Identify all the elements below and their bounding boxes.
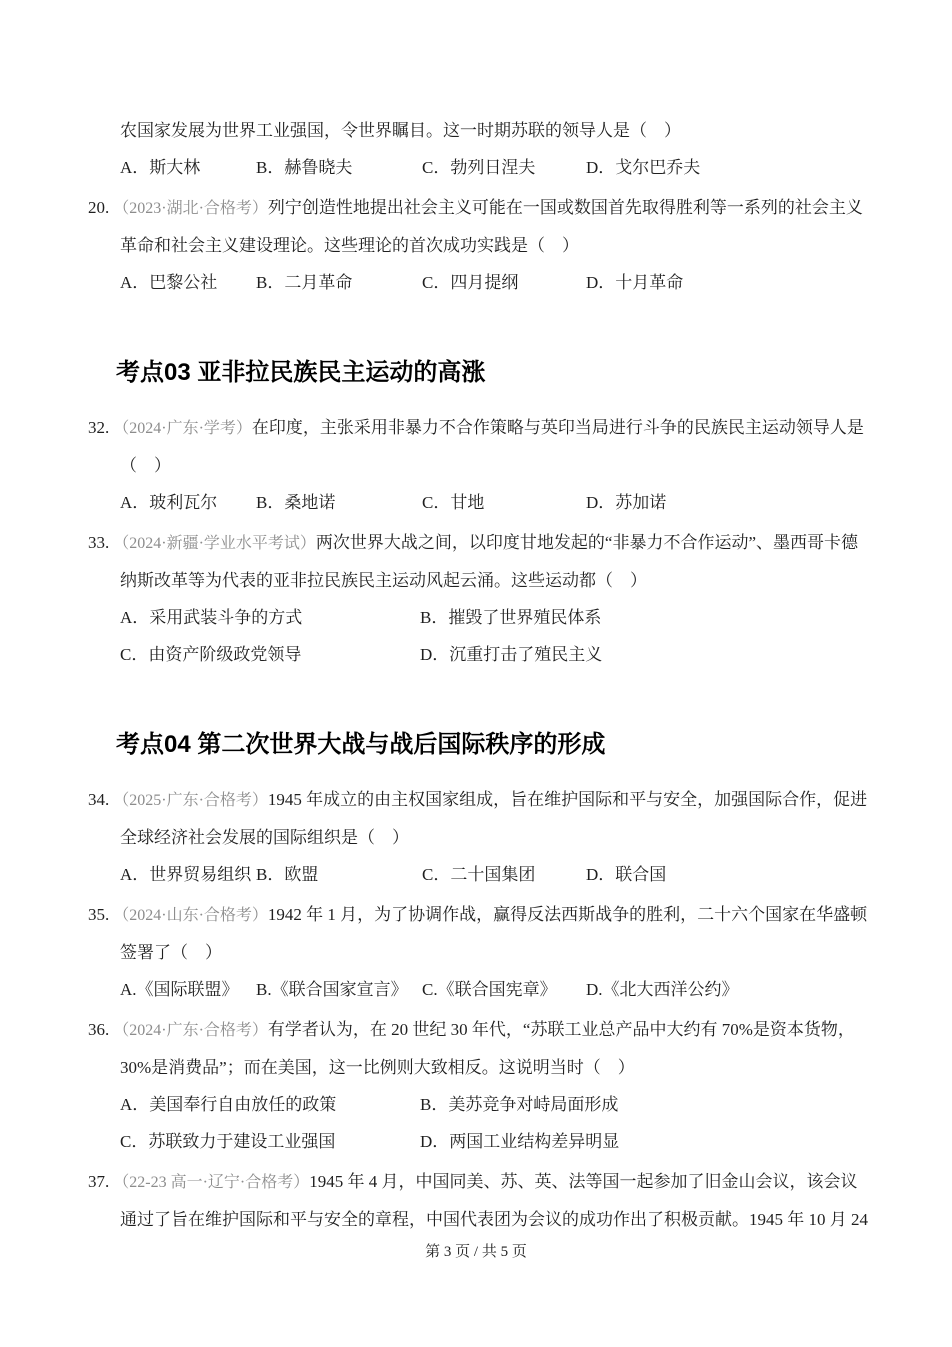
options-row xyxy=(88,856,874,893)
option-c: C．二十国集团 xyxy=(422,865,536,884)
options-row xyxy=(88,971,874,1008)
question-35 xyxy=(88,896,874,1008)
section-heading-03: 考点03 亚非拉民族民主运动的高涨 xyxy=(116,359,486,386)
question-number: 20. xyxy=(88,198,110,217)
option-a: A.《国际联盟》 xyxy=(120,980,239,999)
question-33 xyxy=(88,524,874,673)
option-b: B．美苏竞争对峙局面形成 xyxy=(420,1095,619,1114)
option-d: D．苏加诺 xyxy=(586,493,667,512)
question-text: 1945 年成立的由主权国家组成，旨在维护国际和平与安全，加强国际合作，促进全球经济社会发展的国际组织是（ ） xyxy=(120,790,868,847)
option-a: A．巴黎公社 xyxy=(120,273,218,292)
options-grid xyxy=(88,1086,874,1160)
option-d: D．戈尔巴乔夫 xyxy=(586,158,701,177)
option-b: B．摧毁了世界殖民体系 xyxy=(420,608,602,627)
option-d: D．十月革命 xyxy=(586,273,684,292)
question-34 xyxy=(88,781,874,893)
option-d: D．联合国 xyxy=(586,865,667,884)
question-number: 34. xyxy=(88,790,110,809)
option-c: C．甘地 xyxy=(422,493,485,512)
question-source: （22-23 高一·辽宁·合格考） xyxy=(113,1174,310,1191)
question-stem xyxy=(88,189,874,264)
option-c: C．勃列日涅夫 xyxy=(422,158,536,177)
page-footer: 第 3 页 / 共 5 页 xyxy=(425,1244,527,1260)
question-stem xyxy=(88,896,874,971)
option-a: A．世界贸易组织 xyxy=(120,865,252,884)
question-text: 列宁创造性地提出社会主义可能在一国或数国首先取得胜利等一系列的社会主义革命和社会主义建设理论。这些理论的首次成功实践是（ ） xyxy=(120,198,863,255)
option-a: A．玻利瓦尔 xyxy=(120,493,218,512)
option-b: B.《联合国家宣言》 xyxy=(256,980,408,999)
question-source: （2023·湖北·合格考） xyxy=(113,200,268,217)
question-text: 在印度，主张采用非暴力不合作策略与英印当局进行斗争的民族民主运动领导人是（ ） xyxy=(120,418,864,475)
question-text: 有学者认为，在 20 世纪 30 年代，“苏联工业总产品中大约有 70%是资本货物，30%是消费品”；而在美国，这一比例则大致相反。这说明当时（ ） xyxy=(120,1020,855,1077)
document-body xyxy=(88,112,874,1241)
question-fragment xyxy=(88,112,874,186)
question-text: 农国家发展为世界工业强国，令世界瞩目。这一时期苏联的领导人是（ ） xyxy=(120,121,681,140)
options-row xyxy=(88,264,874,301)
question-stem xyxy=(88,1163,874,1238)
question-source: （2024·山东·合格考） xyxy=(113,907,268,924)
option-b: B．二月革命 xyxy=(256,273,353,292)
option-d: D.《北大西洋公约》 xyxy=(586,980,739,999)
question-number: 36. xyxy=(88,1020,110,1039)
option-a: A．斯大林 xyxy=(120,158,201,177)
option-a: A．美国奉行自由放任的政策 xyxy=(120,1095,337,1114)
question-32 xyxy=(88,409,874,521)
question-source: （2024·广东·学考） xyxy=(113,420,252,437)
question-number: 35. xyxy=(88,905,110,924)
options-row xyxy=(88,484,874,521)
question-text: 1945 年 4 月，中国同美、苏、英、法等国一起参加了旧金山会议，该会议通过了旨在维护国际和平与安全的章程，中国代表团为会议的成功作出了积极贡献。1945 年 10 月 24 xyxy=(120,1172,868,1229)
question-20 xyxy=(88,189,874,301)
question-36 xyxy=(88,1011,874,1160)
option-c: C．苏联致力于建设工业强国 xyxy=(120,1132,336,1151)
question-stem xyxy=(88,524,874,599)
question-source: （2024·广东·合格考） xyxy=(113,1022,268,1039)
question-number: 33. xyxy=(88,533,110,552)
question-stem xyxy=(88,781,874,856)
option-c: C.《联合国宪章》 xyxy=(422,980,557,999)
question-text: 1942 年 1 月，为了协调作战，赢得反法西斯战争的胜利，二十六个国家在华盛顿签署了（ ） xyxy=(120,905,868,962)
options-grid xyxy=(88,599,874,673)
option-c: C．由资产阶级政党领导 xyxy=(120,645,302,664)
question-stem xyxy=(88,1011,874,1086)
option-d: D．沉重打击了殖民主义 xyxy=(420,645,603,664)
question-text: 两次世界大战之间，以印度甘地发起的“非暴力不合作运动”、墨西哥卡德纳斯改革等为代表的亚非拉民族民主运动风起云涌。这些运动都（ ） xyxy=(120,533,859,590)
question-source: （2025·广东·合格考） xyxy=(113,792,268,809)
options-row xyxy=(88,149,874,186)
option-b: B．赫鲁晓夫 xyxy=(256,158,353,177)
question-stem xyxy=(88,409,874,484)
question-source: （2024·新疆·学业水平考试） xyxy=(113,535,316,552)
option-c: C．四月提纲 xyxy=(422,273,519,292)
option-a: A．采用武装斗争的方式 xyxy=(120,608,303,627)
question-number: 37. xyxy=(88,1172,110,1191)
option-b: B．桑地诺 xyxy=(256,493,336,512)
section-heading-04: 考点04 第二次世界大战与战后国际秩序的形成 xyxy=(116,731,606,758)
question-37 xyxy=(88,1163,874,1238)
option-d: D．两国工业结构差异明显 xyxy=(420,1132,620,1151)
option-b: B．欧盟 xyxy=(256,865,319,884)
question-number: 32. xyxy=(88,418,110,437)
